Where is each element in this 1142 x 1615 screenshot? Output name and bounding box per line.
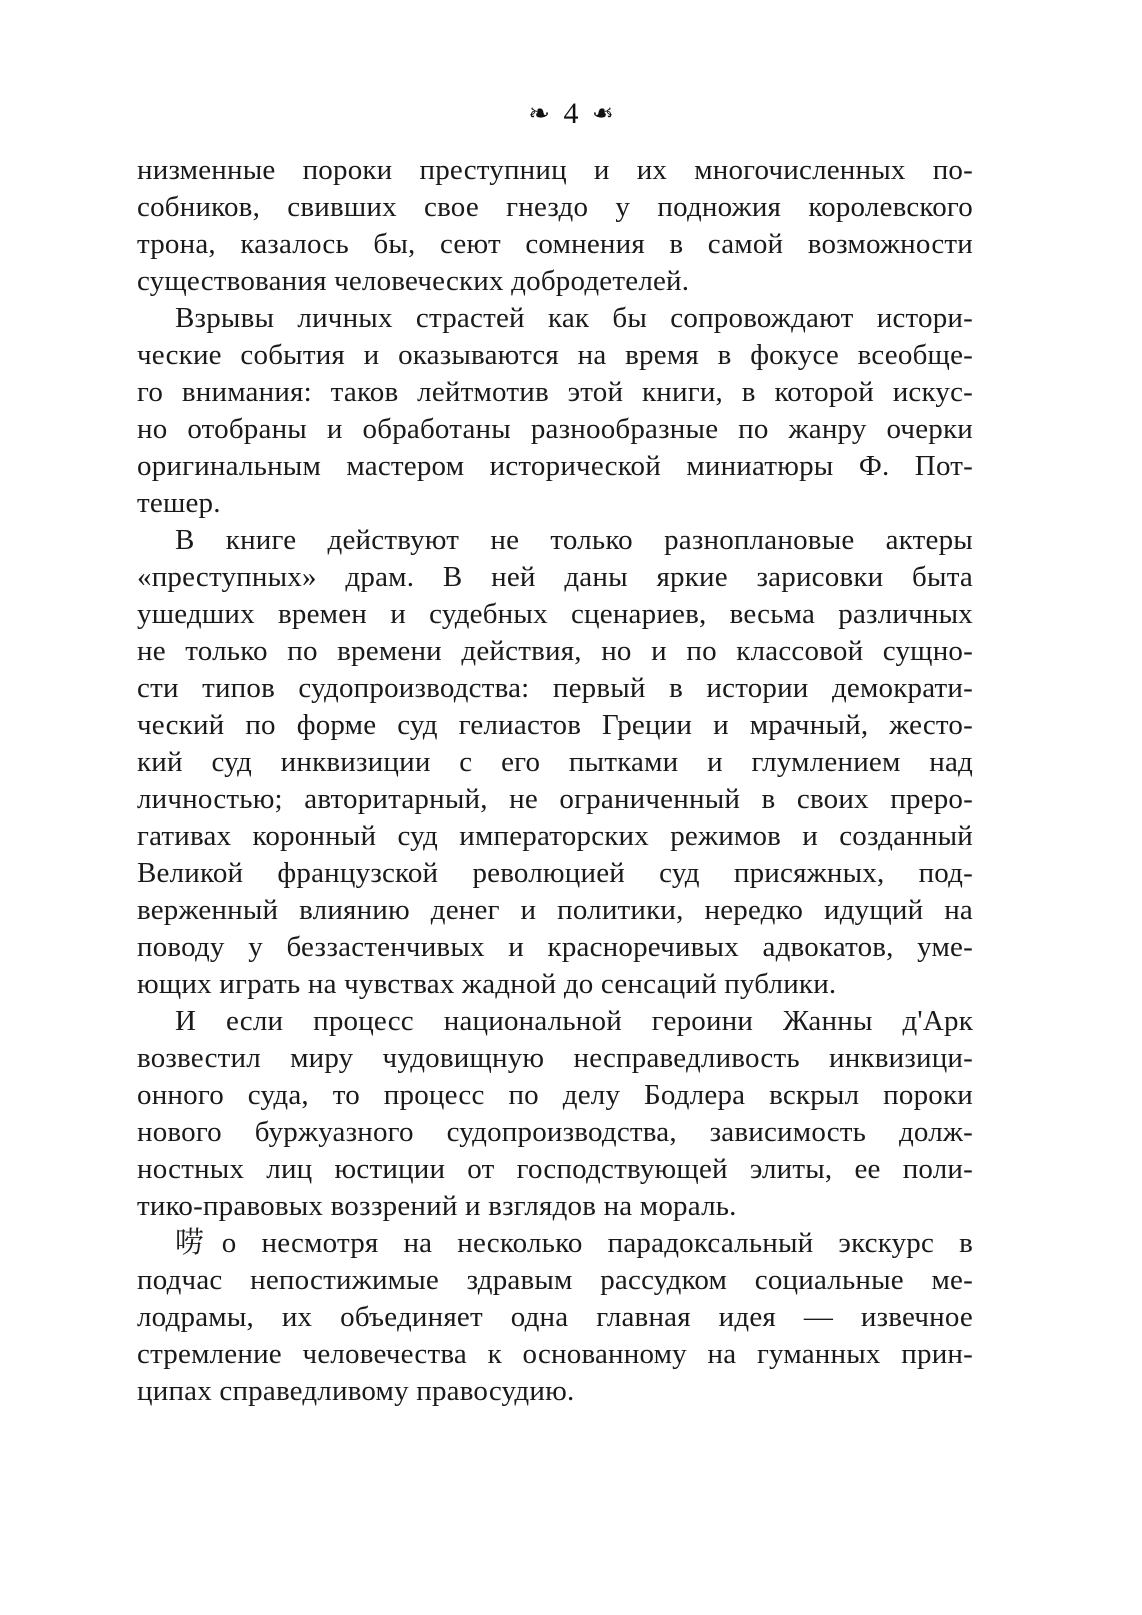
text-line: но отобраны и обработаны разнообразные по жанру очерки (137, 413, 973, 445)
paragraph (137, 1003, 973, 1225)
text-line: ческий по форме суд гелиастов Греции и мрачный, жесто- (137, 709, 973, 741)
text-line: возвестил миру чудовищную несправедливость инквизици- (137, 1042, 973, 1074)
text-line: ностных лиц юстиции от господствующей элиты, ее поли- (137, 1153, 973, 1185)
paragraph (137, 522, 973, 1003)
page-number: 4 (563, 97, 579, 131)
text-line: лодрамы, их объединяет одна главная идея — извечное (137, 1301, 973, 1333)
text-line: «преступных» драм. В ней даны яркие зарисовки быта (137, 561, 973, 593)
body-text (137, 152, 973, 1410)
text-line: существования человеческих добродетелей. (137, 265, 690, 297)
paragraph (137, 300, 973, 522)
text-line: подчас непостижимые здравым рассудком социальные ме- (137, 1264, 973, 1296)
text-line: онного суда, то процесс по делу Бодлера вскрыл пороки (137, 1079, 973, 1111)
paragraph (137, 152, 973, 300)
text-line: Великой французской революцией суд присяжных, под- (137, 857, 973, 889)
text-line: го внимания: таков лейтмотив этой книги, в которой искус- (137, 376, 973, 408)
text-line: тико-правовых воззрений и взглядов на мораль. (137, 1190, 737, 1222)
text-line: стремление человечества к основанному на гуманных прин- (137, 1338, 973, 1370)
text-line: тешер. (137, 487, 221, 519)
ornament-right-icon: ❧ (592, 99, 614, 129)
ornament-left-icon: ❧ (528, 99, 550, 129)
text-line: В книге действуют не только разноплановые актеры (175, 524, 973, 556)
text-line: не только по времени действия, но и по классовой сущно- (137, 635, 973, 667)
text-line: Взрывы личных страстей как бы сопровождают истори- (175, 302, 973, 334)
text-line: поводу у беззастенчивых и красноречивых адвокатов, уме- (137, 931, 973, 963)
text-line: И если процесс национальной героини Жанны д'Арк (175, 1005, 973, 1037)
text-line: личностью; авторитарный, не ограниченный в своих преро- (137, 783, 973, 815)
text-line: верженный влиянию денег и политики, нередко идущий на (137, 894, 973, 926)
text-line: сти типов судопроизводства: первый в истории демократи- (137, 672, 973, 704)
text-line: 唠о несмотря на несколько парадоксальный экскурс в (175, 1227, 973, 1259)
text-line: ческие события и оказываются на время в фокусе всеобще- (137, 339, 973, 371)
text-line: кий суд инквизиции с его пытками и глумлением над (137, 746, 973, 778)
text-line: собников, свивших свое гнездо у подножия королевского (137, 191, 973, 223)
text-line: ушедших времен и судебных сценариев, весьма различных (137, 598, 973, 630)
text-line: нового буржуазного судопроизводства, зависимость долж- (137, 1116, 973, 1148)
page-number-header (0, 92, 1142, 134)
paragraph (137, 1225, 973, 1410)
text-line: трона, казалось бы, сеют сомнения в самой возможности (137, 228, 973, 260)
text-line: гативах коронный суд императорских режимов и созданный (137, 820, 973, 852)
text-line: низменные пороки преступниц и их многочисленных по- (137, 154, 973, 186)
text-line: ющих играть на чувствах жадной до сенсаций публики. (137, 968, 837, 1000)
text-line: оригинальным мастером исторической миниатюры Ф. Пот- (137, 450, 973, 482)
text-line: ципах справедливому правосудию. (137, 1375, 575, 1407)
